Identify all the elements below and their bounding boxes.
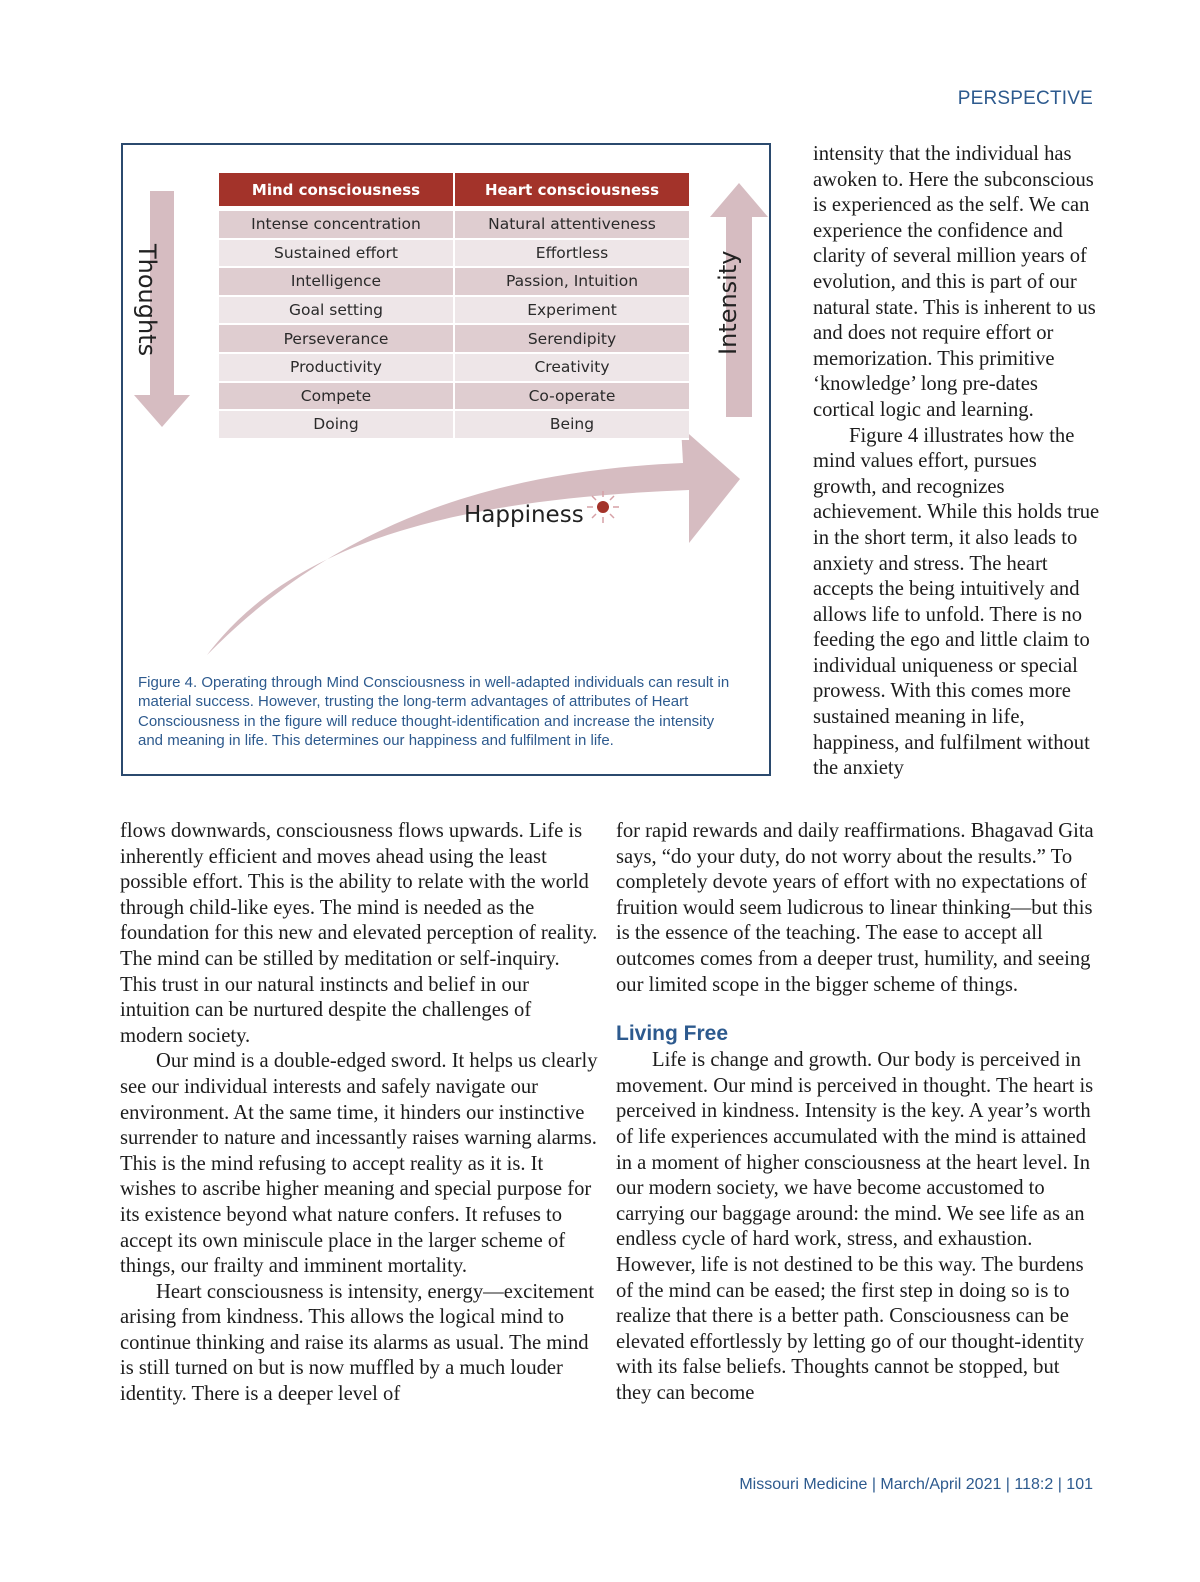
section-heading: Living Free <box>616 1022 729 1046</box>
table-row <box>219 325 689 354</box>
page-footer: Missouri Medicine | March/April 2021 | 118:2 | 101 <box>739 1476 1093 1493</box>
table-cell: Goal setting <box>219 297 455 326</box>
table-cell: Serendipity <box>455 325 689 354</box>
table-cell: Intelligence <box>219 268 455 297</box>
table-row <box>219 411 689 440</box>
paragraph: flows downwards, consciousness flows upwards. Life is inherently efficient and moves ahead using the least possible effort. This is the ability to relate with the world through child-like eyes. The mind is needed as the foundation for this new and elevated perception of reality. The mind can be stilled by meditation or self-inquiry. This trust in our natural instincts and belief in our intuition can be nurtured despite the challenges of modern society. <box>120 820 598 1047</box>
left-column <box>120 819 598 1408</box>
paragraph: intensity that the individual has awoken to. Here the subconscious is experienced as the self. We can experience the confidence and clarity of several million years of evolution, and this is part of our natural state. This is inherent to us and does not require effort or memorization. This primitive ‘knowledge’ long pre-dates cortical logic and learning. <box>813 143 1096 421</box>
paragraph: Heart consciousness is intensity, energy—excitement arising from kindness. This allows the logical mind to continue thinking and raise its alarms as usual. The mind is still turned on but is now muffled by a much louder identity. There is a deeper level of <box>120 1280 595 1406</box>
top-right-column <box>813 142 1103 782</box>
table-cell: Being <box>455 411 689 440</box>
consciousness-table <box>219 173 689 440</box>
table-cell: Productivity <box>219 354 455 383</box>
table-cell: Co-operate <box>455 383 689 412</box>
table-row <box>219 211 689 240</box>
happiness-label: Happiness <box>464 502 584 528</box>
figure-caption: Figure 4. Operating through Mind Consciousness in well-adapted individuals can result in material success. However, trusting the long-term advantages of attributes of Heart Consciousness in the figure will reduce thought-identification and increase the intensity and meaning in life. This determines our happiness and fulfilment in life. <box>138 674 730 750</box>
table-row <box>219 268 689 297</box>
table-row <box>219 240 689 269</box>
paragraph: for rapid rewards and daily reaffirmations. Bhagavad Gita says, “do your duty, do not worry about the results.” To completely devote years of effort with no expectations of fruition would seem ludicrous to linear thinking—but this is the essence of the teaching. The ease to accept all outcomes comes from a deeper trust, humility, and seeing our limited scope in the bigger scheme of things. <box>616 820 1094 996</box>
table-row <box>219 383 689 412</box>
table-cell: Natural attentiveness <box>455 211 689 240</box>
table-cell: Compete <box>219 383 455 412</box>
table-cell: Doing <box>219 411 455 440</box>
table-cell: Passion, Intuition <box>455 268 689 297</box>
right-column <box>616 819 1094 1406</box>
table-cell: Intense concentration <box>219 211 455 240</box>
table-row <box>219 354 689 383</box>
header-heart-consciousness: Heart consciousness <box>455 173 689 211</box>
table-cell: Sustained effort <box>219 240 455 269</box>
paragraph: Life is change and growth. Our body is perceived in movement. Our mind is perceived in thought. The heart is perceived in kindness. Intensity is the key. A year’s worth of life experiences accumulated with the mind is attained in a moment of higher consciousness at the heart level. In our modern society, we have become accustomed to carrying our baggage around: the mind. We see life as an endless cycle of hard work, stress, and exhaustion. However, life is not destined to be this way. The burdens of the mind can be eased; the first step in doing so is to realize that there is a better path. Consciousness can be elevated effortlessly by letting go of our thought-identity with its false beliefs. Thoughts cannot be stopped, but they can become <box>616 1049 1094 1404</box>
curved-arrow-icon <box>207 427 740 655</box>
figure-4 <box>121 143 771 776</box>
paragraph: Our mind is a double-edged sword. It helps us clearly see our individual interests and safely navigate our environment. At the same time, it hinders our instinctive surrender to nature and incessantly raises warning alarms. This is the mind refusing to accept reality as it is. It wishes to ascribe higher meaning and special purpose for its existence beyond what nature confers. It refuses to accept its own miniscule place in the larger scheme of things, our frailty and imminent mortality. <box>120 1050 598 1278</box>
table-cell: Experiment <box>455 297 689 326</box>
table-cell: Creativity <box>455 354 689 383</box>
paragraph: Figure 4 illustrates how the mind values effort, pursues growth, and recognizes achievement. While this holds true in the short term, it also leads to anxiety and stress. The heart accepts the being intuitively and allows life to unfold. There is no feeding the ego and little claim to individual uniqueness or special prowess. With this comes more sustained meaning in life, happiness, and fulfilment without the anxiety <box>813 424 1100 780</box>
intensity-label: Intensity <box>714 250 742 355</box>
table-row <box>219 297 689 326</box>
table-cell: Perseverance <box>219 325 455 354</box>
thoughts-label: Thoughts <box>133 244 161 357</box>
section-label: PERSPECTIVE <box>957 88 1093 109</box>
header-mind-consciousness: Mind consciousness <box>219 173 455 211</box>
table-cell: Effortless <box>455 240 689 269</box>
